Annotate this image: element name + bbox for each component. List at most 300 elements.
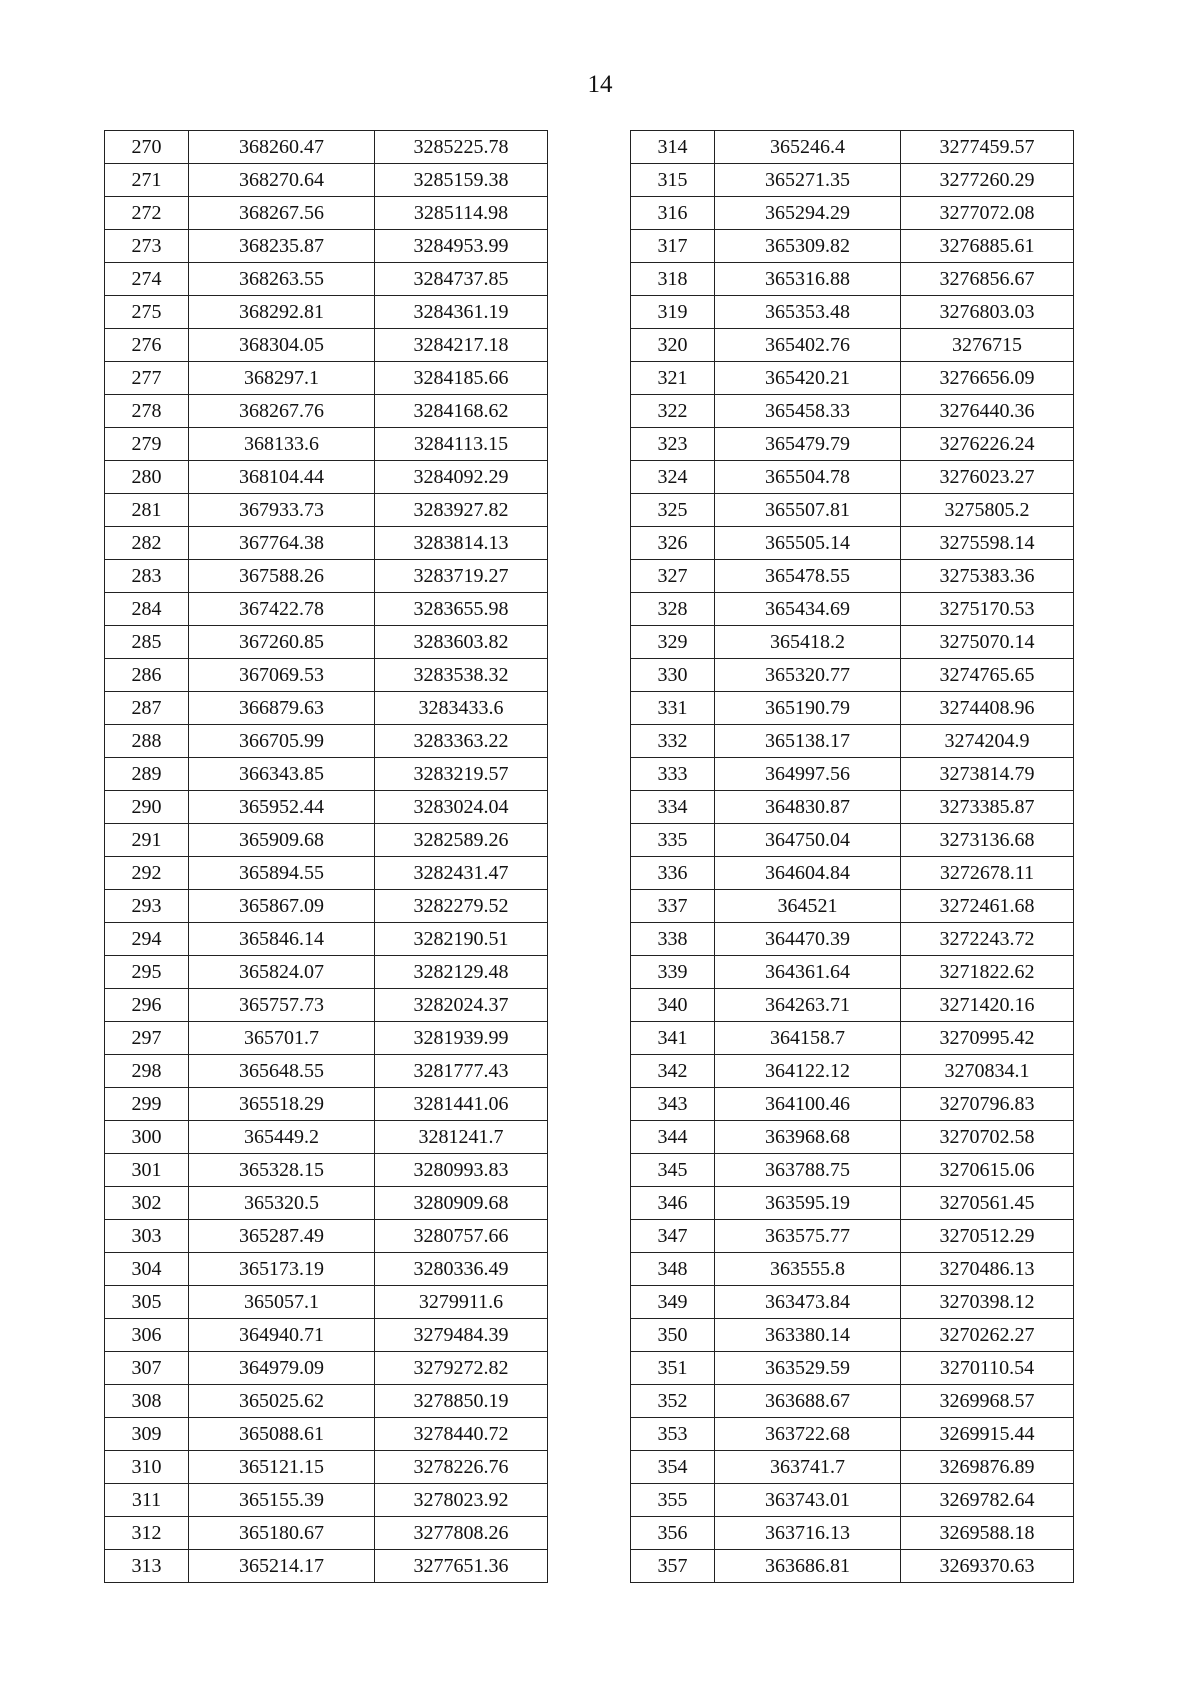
table-row <box>105 1022 548 1055</box>
table-row <box>105 989 548 1022</box>
x-coordinate-cell: 365504.78 <box>715 461 901 494</box>
y-coordinate-cell: 3279272.82 <box>375 1352 548 1385</box>
x-coordinate-cell: 365824.07 <box>189 956 375 989</box>
coordinate-table-right-body <box>631 131 1074 1583</box>
table-row <box>631 1418 1074 1451</box>
x-coordinate-cell: 367260.85 <box>189 626 375 659</box>
point-number-cell: 283 <box>105 560 189 593</box>
point-number-cell: 285 <box>105 626 189 659</box>
table-row <box>105 1352 548 1385</box>
table-row <box>631 1220 1074 1253</box>
x-coordinate-cell: 365088.61 <box>189 1418 375 1451</box>
point-number-cell: 296 <box>105 989 189 1022</box>
y-coordinate-cell: 3280757.66 <box>375 1220 548 1253</box>
point-number-cell: 326 <box>631 527 715 560</box>
table-row <box>631 758 1074 791</box>
y-coordinate-cell: 3273814.79 <box>901 758 1074 791</box>
y-coordinate-cell: 3275070.14 <box>901 626 1074 659</box>
x-coordinate-cell: 367764.38 <box>189 527 375 560</box>
x-coordinate-cell: 365180.67 <box>189 1517 375 1550</box>
x-coordinate-cell: 368267.56 <box>189 197 375 230</box>
point-number-cell: 330 <box>631 659 715 692</box>
point-number-cell: 344 <box>631 1121 715 1154</box>
y-coordinate-cell: 3273136.68 <box>901 824 1074 857</box>
point-number-cell: 298 <box>105 1055 189 1088</box>
table-row <box>105 1451 548 1484</box>
point-number-cell: 311 <box>105 1484 189 1517</box>
y-coordinate-cell: 3280993.83 <box>375 1154 548 1187</box>
table-row <box>105 164 548 197</box>
x-coordinate-cell: 368292.81 <box>189 296 375 329</box>
point-number-cell: 316 <box>631 197 715 230</box>
x-coordinate-cell: 367069.53 <box>189 659 375 692</box>
x-coordinate-cell: 365328.15 <box>189 1154 375 1187</box>
point-number-cell: 303 <box>105 1220 189 1253</box>
point-number-cell: 338 <box>631 923 715 956</box>
point-number-cell: 332 <box>631 725 715 758</box>
table-row <box>631 362 1074 395</box>
table-row <box>105 1385 548 1418</box>
y-coordinate-cell: 3282279.52 <box>375 890 548 923</box>
point-number-cell: 349 <box>631 1286 715 1319</box>
x-coordinate-cell: 363741.7 <box>715 1451 901 1484</box>
table-row <box>105 626 548 659</box>
x-coordinate-cell: 365025.62 <box>189 1385 375 1418</box>
point-number-cell: 275 <box>105 296 189 329</box>
x-coordinate-cell: 365648.55 <box>189 1055 375 1088</box>
point-number-cell: 317 <box>631 230 715 263</box>
y-coordinate-cell: 3276226.24 <box>901 428 1074 461</box>
table-row <box>631 857 1074 890</box>
table-row <box>631 1451 1074 1484</box>
table-row <box>631 1286 1074 1319</box>
point-number-cell: 341 <box>631 1022 715 1055</box>
x-coordinate-cell: 368235.87 <box>189 230 375 263</box>
x-coordinate-cell: 364997.56 <box>715 758 901 791</box>
table-row <box>105 890 548 923</box>
y-coordinate-cell: 3281777.43 <box>375 1055 548 1088</box>
table-row <box>631 1352 1074 1385</box>
table-row <box>105 1319 548 1352</box>
y-coordinate-cell: 3270486.13 <box>901 1253 1074 1286</box>
table-row <box>105 1550 548 1583</box>
table-row <box>631 131 1074 164</box>
y-coordinate-cell: 3276803.03 <box>901 296 1074 329</box>
y-coordinate-cell: 3273385.87 <box>901 791 1074 824</box>
x-coordinate-cell: 364979.09 <box>189 1352 375 1385</box>
y-coordinate-cell: 3272243.72 <box>901 923 1074 956</box>
table-row <box>631 1550 1074 1583</box>
y-coordinate-cell: 3274204.9 <box>901 725 1074 758</box>
table-row <box>105 1088 548 1121</box>
y-coordinate-cell: 3282024.37 <box>375 989 548 1022</box>
x-coordinate-cell: 365505.14 <box>715 527 901 560</box>
y-coordinate-cell: 3272461.68 <box>901 890 1074 923</box>
y-coordinate-cell: 3274765.65 <box>901 659 1074 692</box>
point-number-cell: 346 <box>631 1187 715 1220</box>
table-row <box>631 824 1074 857</box>
table-row <box>631 263 1074 296</box>
table-row <box>105 824 548 857</box>
y-coordinate-cell: 3284737.85 <box>375 263 548 296</box>
x-coordinate-cell: 365320.77 <box>715 659 901 692</box>
y-coordinate-cell: 3271420.16 <box>901 989 1074 1022</box>
y-coordinate-cell: 3283433.6 <box>375 692 548 725</box>
point-number-cell: 343 <box>631 1088 715 1121</box>
table-row <box>105 263 548 296</box>
table-row <box>105 791 548 824</box>
y-coordinate-cell: 3270995.42 <box>901 1022 1074 1055</box>
table-row <box>105 527 548 560</box>
x-coordinate-cell: 365271.35 <box>715 164 901 197</box>
point-number-cell: 309 <box>105 1418 189 1451</box>
x-coordinate-cell: 364158.7 <box>715 1022 901 1055</box>
y-coordinate-cell: 3277459.57 <box>901 131 1074 164</box>
table-row <box>631 461 1074 494</box>
x-coordinate-cell: 365309.82 <box>715 230 901 263</box>
x-coordinate-cell: 368304.05 <box>189 329 375 362</box>
y-coordinate-cell: 3276715 <box>901 329 1074 362</box>
x-coordinate-cell: 364521 <box>715 890 901 923</box>
point-number-cell: 286 <box>105 659 189 692</box>
y-coordinate-cell: 3269370.63 <box>901 1550 1074 1583</box>
point-number-cell: 295 <box>105 956 189 989</box>
table-row <box>105 461 548 494</box>
x-coordinate-cell: 364604.84 <box>715 857 901 890</box>
x-coordinate-cell: 363575.77 <box>715 1220 901 1253</box>
y-coordinate-cell: 3284168.62 <box>375 395 548 428</box>
y-coordinate-cell: 3269782.64 <box>901 1484 1074 1517</box>
x-coordinate-cell: 364830.87 <box>715 791 901 824</box>
point-number-cell: 273 <box>105 230 189 263</box>
point-number-cell: 312 <box>105 1517 189 1550</box>
x-coordinate-cell: 363555.8 <box>715 1253 901 1286</box>
y-coordinate-cell: 3277808.26 <box>375 1517 548 1550</box>
y-coordinate-cell: 3278440.72 <box>375 1418 548 1451</box>
point-number-cell: 320 <box>631 329 715 362</box>
y-coordinate-cell: 3282190.51 <box>375 923 548 956</box>
table-row <box>631 1121 1074 1154</box>
point-number-cell: 337 <box>631 890 715 923</box>
y-coordinate-cell: 3269968.57 <box>901 1385 1074 1418</box>
y-coordinate-cell: 3284361.19 <box>375 296 548 329</box>
x-coordinate-cell: 365909.68 <box>189 824 375 857</box>
table-row <box>631 494 1074 527</box>
x-coordinate-cell: 364263.71 <box>715 989 901 1022</box>
x-coordinate-cell: 363788.75 <box>715 1154 901 1187</box>
point-number-cell: 279 <box>105 428 189 461</box>
point-number-cell: 280 <box>105 461 189 494</box>
x-coordinate-cell: 367588.26 <box>189 560 375 593</box>
point-number-cell: 300 <box>105 1121 189 1154</box>
x-coordinate-cell: 365479.79 <box>715 428 901 461</box>
point-number-cell: 314 <box>631 131 715 164</box>
table-row <box>105 329 548 362</box>
x-coordinate-cell: 365757.73 <box>189 989 375 1022</box>
point-number-cell: 308 <box>105 1385 189 1418</box>
y-coordinate-cell: 3283219.57 <box>375 758 548 791</box>
table-row <box>631 1253 1074 1286</box>
point-number-cell: 307 <box>105 1352 189 1385</box>
y-coordinate-cell: 3275805.2 <box>901 494 1074 527</box>
x-coordinate-cell: 365867.09 <box>189 890 375 923</box>
table-row <box>631 527 1074 560</box>
table-row <box>105 230 548 263</box>
table-row <box>105 1055 548 1088</box>
x-coordinate-cell: 363686.81 <box>715 1550 901 1583</box>
table-row <box>105 395 548 428</box>
point-number-cell: 353 <box>631 1418 715 1451</box>
point-number-cell: 342 <box>631 1055 715 1088</box>
y-coordinate-cell: 3274408.96 <box>901 692 1074 725</box>
y-coordinate-cell: 3270512.29 <box>901 1220 1074 1253</box>
y-coordinate-cell: 3276023.27 <box>901 461 1074 494</box>
y-coordinate-cell: 3281241.7 <box>375 1121 548 1154</box>
y-coordinate-cell: 3270615.06 <box>901 1154 1074 1187</box>
point-number-cell: 325 <box>631 494 715 527</box>
y-coordinate-cell: 3283927.82 <box>375 494 548 527</box>
point-number-cell: 290 <box>105 791 189 824</box>
x-coordinate-cell: 365846.14 <box>189 923 375 956</box>
y-coordinate-cell: 3278850.19 <box>375 1385 548 1418</box>
y-coordinate-cell: 3271822.62 <box>901 956 1074 989</box>
x-coordinate-cell: 363968.68 <box>715 1121 901 1154</box>
point-number-cell: 323 <box>631 428 715 461</box>
page-number: 14 <box>587 71 613 98</box>
table-row <box>105 692 548 725</box>
x-coordinate-cell: 365190.79 <box>715 692 901 725</box>
table-row <box>105 1187 548 1220</box>
x-coordinate-cell: 364122.12 <box>715 1055 901 1088</box>
y-coordinate-cell: 3270796.83 <box>901 1088 1074 1121</box>
x-coordinate-cell: 366879.63 <box>189 692 375 725</box>
x-coordinate-cell: 365214.17 <box>189 1550 375 1583</box>
x-coordinate-cell: 365518.29 <box>189 1088 375 1121</box>
y-coordinate-cell: 3270262.27 <box>901 1319 1074 1352</box>
y-coordinate-cell: 3279484.39 <box>375 1319 548 1352</box>
x-coordinate-cell: 368297.1 <box>189 362 375 395</box>
table-row <box>631 164 1074 197</box>
x-coordinate-cell: 364470.39 <box>715 923 901 956</box>
x-coordinate-cell: 363473.84 <box>715 1286 901 1319</box>
y-coordinate-cell: 3275383.36 <box>901 560 1074 593</box>
y-coordinate-cell: 3283538.32 <box>375 659 548 692</box>
y-coordinate-cell: 3283655.98 <box>375 593 548 626</box>
table-row <box>631 725 1074 758</box>
point-number-cell: 318 <box>631 263 715 296</box>
y-coordinate-cell: 3283603.82 <box>375 626 548 659</box>
table-row <box>105 758 548 791</box>
point-number-cell: 354 <box>631 1451 715 1484</box>
y-coordinate-cell: 3285114.98 <box>375 197 548 230</box>
x-coordinate-cell: 365507.81 <box>715 494 901 527</box>
point-number-cell: 276 <box>105 329 189 362</box>
x-coordinate-cell: 363722.68 <box>715 1418 901 1451</box>
table-row <box>631 1154 1074 1187</box>
coordinate-table-right <box>630 130 1074 1583</box>
point-number-cell: 336 <box>631 857 715 890</box>
point-number-cell: 328 <box>631 593 715 626</box>
table-row <box>631 197 1074 230</box>
point-number-cell: 339 <box>631 956 715 989</box>
point-number-cell: 310 <box>105 1451 189 1484</box>
table-row <box>105 857 548 890</box>
table-row <box>105 131 548 164</box>
table-row <box>105 494 548 527</box>
table-row <box>631 593 1074 626</box>
table-row <box>105 956 548 989</box>
y-coordinate-cell: 3272678.11 <box>901 857 1074 890</box>
point-number-cell: 335 <box>631 824 715 857</box>
y-coordinate-cell: 3278226.76 <box>375 1451 548 1484</box>
point-number-cell: 304 <box>105 1253 189 1286</box>
x-coordinate-cell: 368263.55 <box>189 263 375 296</box>
point-number-cell: 297 <box>105 1022 189 1055</box>
table-row <box>105 1484 548 1517</box>
table-row <box>105 1154 548 1187</box>
x-coordinate-cell: 368270.64 <box>189 164 375 197</box>
point-number-cell: 355 <box>631 1484 715 1517</box>
point-number-cell: 278 <box>105 395 189 428</box>
x-coordinate-cell: 365294.29 <box>715 197 901 230</box>
table-row <box>631 395 1074 428</box>
point-number-cell: 340 <box>631 989 715 1022</box>
x-coordinate-cell: 368104.44 <box>189 461 375 494</box>
y-coordinate-cell: 3277260.29 <box>901 164 1074 197</box>
table-row <box>631 1055 1074 1088</box>
table-row <box>105 560 548 593</box>
y-coordinate-cell: 3276440.36 <box>901 395 1074 428</box>
table-row <box>631 923 1074 956</box>
y-coordinate-cell: 3276885.61 <box>901 230 1074 263</box>
x-coordinate-cell: 365173.19 <box>189 1253 375 1286</box>
y-coordinate-cell: 3269915.44 <box>901 1418 1074 1451</box>
y-coordinate-cell: 3284113.15 <box>375 428 548 461</box>
table-row <box>631 1385 1074 1418</box>
y-coordinate-cell: 3282589.26 <box>375 824 548 857</box>
x-coordinate-cell: 365353.48 <box>715 296 901 329</box>
y-coordinate-cell: 3283814.13 <box>375 527 548 560</box>
x-coordinate-cell: 365316.88 <box>715 263 901 296</box>
y-coordinate-cell: 3277651.36 <box>375 1550 548 1583</box>
x-coordinate-cell: 363743.01 <box>715 1484 901 1517</box>
table-row <box>105 197 548 230</box>
y-coordinate-cell: 3282129.48 <box>375 956 548 989</box>
point-number-cell: 352 <box>631 1385 715 1418</box>
x-coordinate-cell: 365458.33 <box>715 395 901 428</box>
point-number-cell: 350 <box>631 1319 715 1352</box>
x-coordinate-cell: 366343.85 <box>189 758 375 791</box>
y-coordinate-cell: 3285225.78 <box>375 131 548 164</box>
x-coordinate-cell: 363716.13 <box>715 1517 901 1550</box>
point-number-cell: 351 <box>631 1352 715 1385</box>
point-number-cell: 292 <box>105 857 189 890</box>
x-coordinate-cell: 368267.76 <box>189 395 375 428</box>
table-row <box>631 956 1074 989</box>
point-number-cell: 322 <box>631 395 715 428</box>
table-row <box>631 230 1074 263</box>
y-coordinate-cell: 3277072.08 <box>901 197 1074 230</box>
table-row <box>631 890 1074 923</box>
table-row <box>105 428 548 461</box>
point-number-cell: 315 <box>631 164 715 197</box>
point-number-cell: 284 <box>105 593 189 626</box>
coordinate-table-left <box>104 130 548 1583</box>
x-coordinate-cell: 368260.47 <box>189 131 375 164</box>
table-row <box>631 692 1074 725</box>
table-row <box>631 560 1074 593</box>
y-coordinate-cell: 3281939.99 <box>375 1022 548 1055</box>
x-coordinate-cell: 365246.4 <box>715 131 901 164</box>
x-coordinate-cell: 363688.67 <box>715 1385 901 1418</box>
point-number-cell: 277 <box>105 362 189 395</box>
y-coordinate-cell: 3279911.6 <box>375 1286 548 1319</box>
table-row <box>631 1088 1074 1121</box>
x-coordinate-cell: 365057.1 <box>189 1286 375 1319</box>
y-coordinate-cell: 3275170.53 <box>901 593 1074 626</box>
y-coordinate-cell: 3284092.29 <box>375 461 548 494</box>
y-coordinate-cell: 3275598.14 <box>901 527 1074 560</box>
point-number-cell: 281 <box>105 494 189 527</box>
table-row <box>631 659 1074 692</box>
y-coordinate-cell: 3283024.04 <box>375 791 548 824</box>
x-coordinate-cell: 363595.19 <box>715 1187 901 1220</box>
x-coordinate-cell: 365287.49 <box>189 1220 375 1253</box>
table-row <box>105 1220 548 1253</box>
point-number-cell: 287 <box>105 692 189 725</box>
x-coordinate-cell: 365449.2 <box>189 1121 375 1154</box>
point-number-cell: 302 <box>105 1187 189 1220</box>
table-row <box>631 1484 1074 1517</box>
point-number-cell: 282 <box>105 527 189 560</box>
x-coordinate-cell: 364750.04 <box>715 824 901 857</box>
y-coordinate-cell: 3280909.68 <box>375 1187 548 1220</box>
y-coordinate-cell: 3283719.27 <box>375 560 548 593</box>
table-row <box>105 362 548 395</box>
point-number-cell: 288 <box>105 725 189 758</box>
x-coordinate-cell: 364100.46 <box>715 1088 901 1121</box>
x-coordinate-cell: 364940.71 <box>189 1319 375 1352</box>
y-coordinate-cell: 3276856.67 <box>901 263 1074 296</box>
x-coordinate-cell: 365420.21 <box>715 362 901 395</box>
y-coordinate-cell: 3283363.22 <box>375 725 548 758</box>
point-number-cell: 270 <box>105 131 189 164</box>
point-number-cell: 274 <box>105 263 189 296</box>
y-coordinate-cell: 3270702.58 <box>901 1121 1074 1154</box>
point-number-cell: 272 <box>105 197 189 230</box>
y-coordinate-cell: 3278023.92 <box>375 1484 548 1517</box>
point-number-cell: 327 <box>631 560 715 593</box>
table-row <box>631 626 1074 659</box>
table-row <box>631 329 1074 362</box>
table-row <box>631 1517 1074 1550</box>
table-row <box>105 593 548 626</box>
point-number-cell: 331 <box>631 692 715 725</box>
y-coordinate-cell: 3269588.18 <box>901 1517 1074 1550</box>
x-coordinate-cell: 366705.99 <box>189 725 375 758</box>
point-number-cell: 348 <box>631 1253 715 1286</box>
point-number-cell: 291 <box>105 824 189 857</box>
point-number-cell: 306 <box>105 1319 189 1352</box>
point-number-cell: 313 <box>105 1550 189 1583</box>
x-coordinate-cell: 363529.59 <box>715 1352 901 1385</box>
point-number-cell: 329 <box>631 626 715 659</box>
point-number-cell: 345 <box>631 1154 715 1187</box>
y-coordinate-cell: 3284185.66 <box>375 362 548 395</box>
table-row <box>105 1418 548 1451</box>
point-number-cell: 356 <box>631 1517 715 1550</box>
table-row <box>105 1121 548 1154</box>
